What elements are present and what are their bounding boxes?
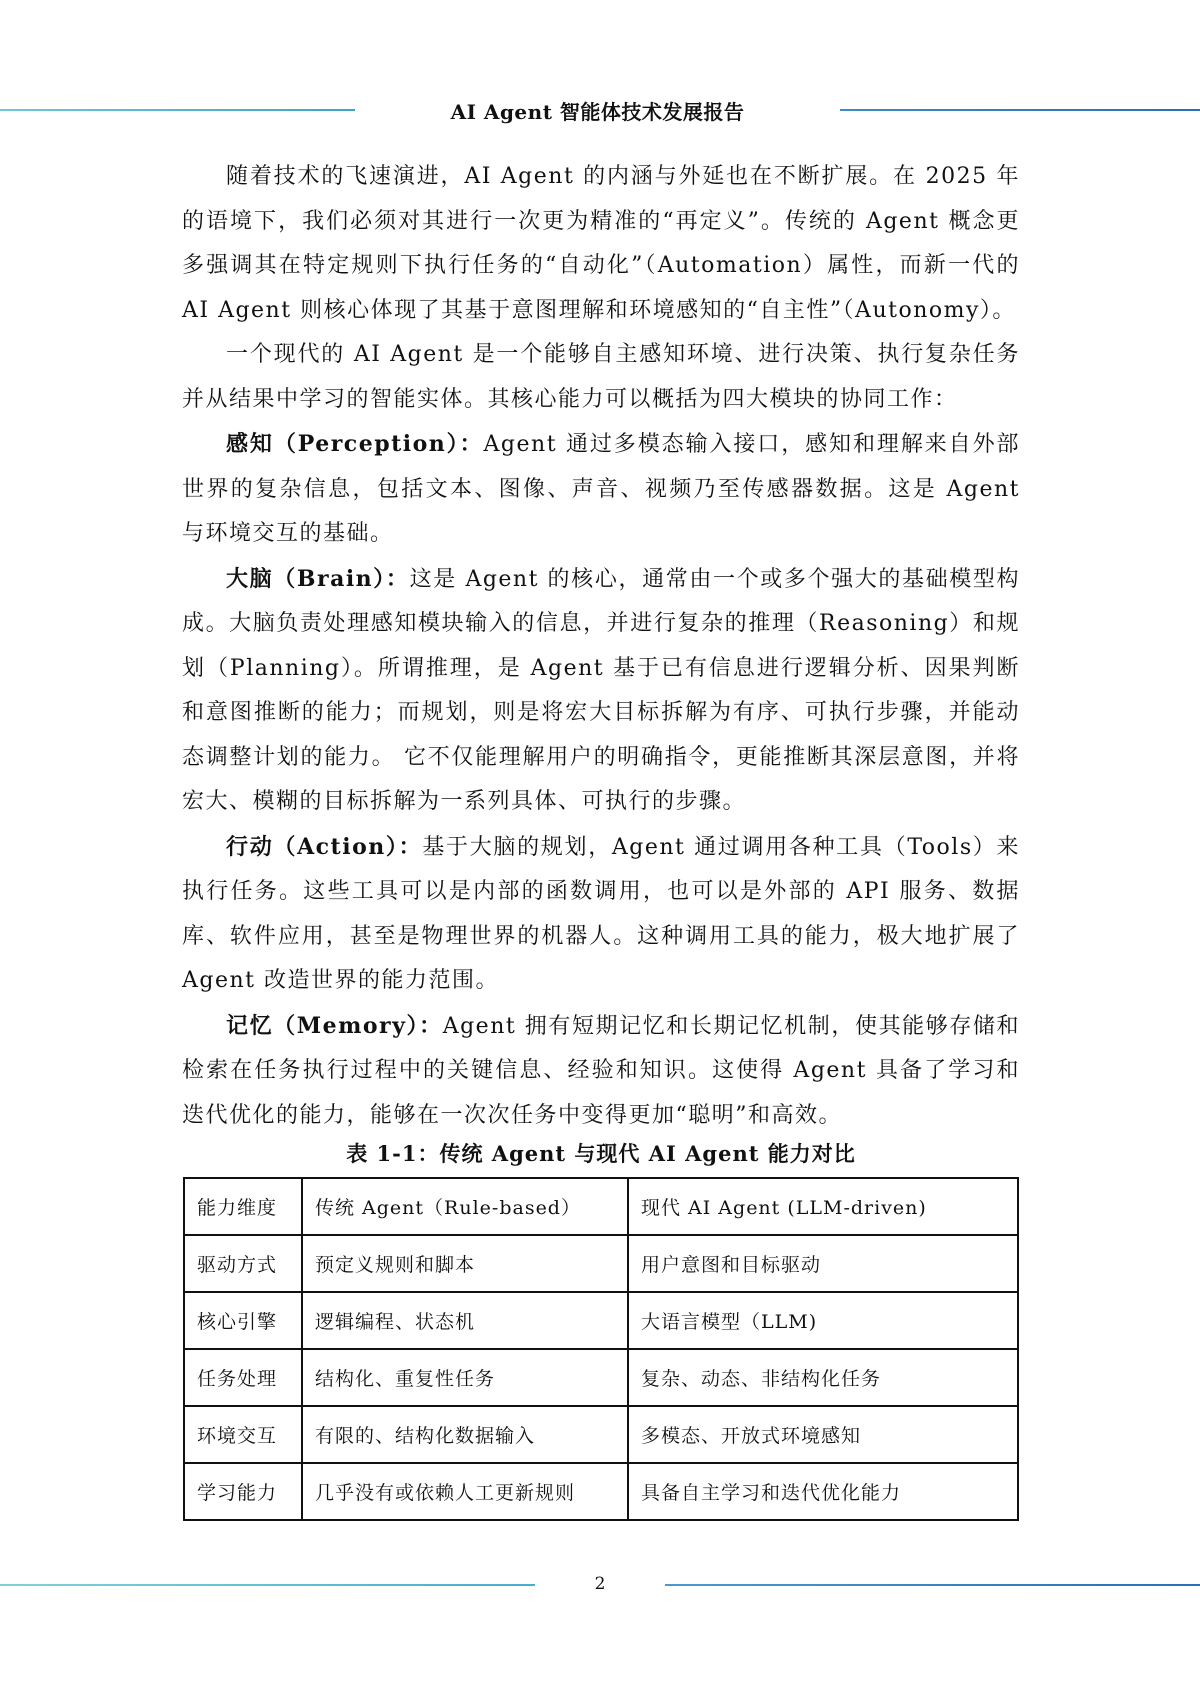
table-cell: 学习能力 <box>184 1463 302 1520</box>
paragraph-perception: 感知（Perception）：Agent 通过多模态输入接口，感知和理解来自外部世界的复杂信息，包括文本、图像、声音、视频乃至传感器数据。这是 Agent 与环境交互的基础。 <box>182 431 1020 546</box>
table-row <box>184 1406 1018 1463</box>
table-row <box>184 1292 1018 1349</box>
paragraph: 一个现代的 AI Agent 是一个能够自主感知环境、进行决策、执行复杂任务并从结果中学习的智能实体。其核心能力可以概括为四大模块的协同工作： <box>182 342 1020 412</box>
body-text <box>182 155 1020 1138</box>
footer-rule-left <box>0 1584 535 1586</box>
comparison-table <box>183 1177 1019 1521</box>
table-cell: 多模态、开放式环境感知 <box>628 1406 1018 1463</box>
paragraph-lead: 大脑（Brain）： <box>226 565 410 592</box>
table-row <box>184 1349 1018 1406</box>
page-number: 2 <box>594 1574 606 1594</box>
header-title: AI Agent 智能体技术发展报告 <box>450 100 745 124</box>
paragraph-lead: 行动（Action）： <box>226 833 423 860</box>
table-cell: 预定义规则和脚本 <box>302 1235 628 1292</box>
paragraph-lead: 感知（Perception）： <box>226 431 484 457</box>
table-cell: 现代 AI Agent (LLM-driven) <box>628 1178 1018 1235</box>
table-header-row <box>184 1178 1018 1235</box>
table-cell: 逻辑编程、状态机 <box>302 1292 628 1349</box>
table-cell: 结构化、重复性任务 <box>302 1349 628 1406</box>
table-cell: 任务处理 <box>184 1349 302 1406</box>
table-cell: 环境交互 <box>184 1406 302 1463</box>
table-cell: 具备自主学习和迭代优化能力 <box>628 1463 1018 1520</box>
table-cell: 有限的、结构化数据输入 <box>302 1406 628 1463</box>
table-cell: 驱动方式 <box>184 1235 302 1292</box>
table-row <box>184 1235 1018 1292</box>
table-cell: 复杂、动态、非结构化任务 <box>628 1349 1018 1406</box>
table-row <box>184 1463 1018 1520</box>
table-cell: 几乎没有或依赖人工更新规则 <box>302 1463 628 1520</box>
table-cell: 用户意图和目标驱动 <box>628 1235 1018 1292</box>
paragraph-brain: 大脑（Brain）：这是 Agent 的核心，通常由一个或多个强大的基础模型构成。大脑负责处理感知模块输入的信息，并进行复杂的推理（Reasoning）和规划（Planning）。所谓推理，是 Agent 基于已有信息进行逻辑分析、因果判断和意图推断的能力；而规划，则是将宏大目标拆解为有序、可执行步骤，并能动态调整计划的能力。 它不仅能理解用户的明确指令，更能推断其深层意图，并将宏大、模糊的目标拆解为一系列具体、可执行的步骤。 <box>182 565 1020 814</box>
table-cell: 大语言模型（LLM) <box>628 1292 1018 1349</box>
table-caption: 表 1-1：传统 Agent 与现代 AI Agent 能力对比 <box>346 1141 856 1166</box>
footer-rule-right <box>665 1584 1200 1586</box>
table-cell: 核心引擎 <box>184 1292 302 1349</box>
header-rule-right <box>840 109 1200 111</box>
paragraph: 随着技术的飞速演进，AI Agent 的内涵与外延也在不断扩展。在 2025 年的语境下，我们必须对其进行一次更为精准的“再定义”。传统的 Agent 概念更多强调其在特定规则下执行任务的“自动化”（Automation）属性，而新一代的 AI Agent 则核心体现了其基于意图理解和环境感知的“自主性”（Autonomy）。 <box>182 164 1020 323</box>
paragraph-memory: 记忆（Memory）：Agent 拥有短期记忆和长期记忆机制，使其能够存储和检索在任务执行过程中的关键信息、经验和知识。这使得 Agent 具备了学习和迭代优化的能力，能够在一次次任务中变得更加“聪明”和高效。 <box>182 1012 1020 1128</box>
paragraph-lead: 记忆（Memory）： <box>226 1012 443 1039</box>
table-cell: 传统 Agent（Rule-based） <box>302 1178 628 1235</box>
header-rule-left <box>0 109 355 111</box>
table-cell: 能力维度 <box>184 1178 302 1235</box>
paragraph-action: 行动（Action）：基于大脑的规划，Agent 通过调用各种工具（Tools）来执行任务。这些工具可以是内部的函数调用，也可以是外部的 API 服务、数据库、软件应用，甚至是物理世界的机器人。这种调用工具的能力，极大地扩展了 Agent 改造世界的能力范围。 <box>182 833 1020 993</box>
